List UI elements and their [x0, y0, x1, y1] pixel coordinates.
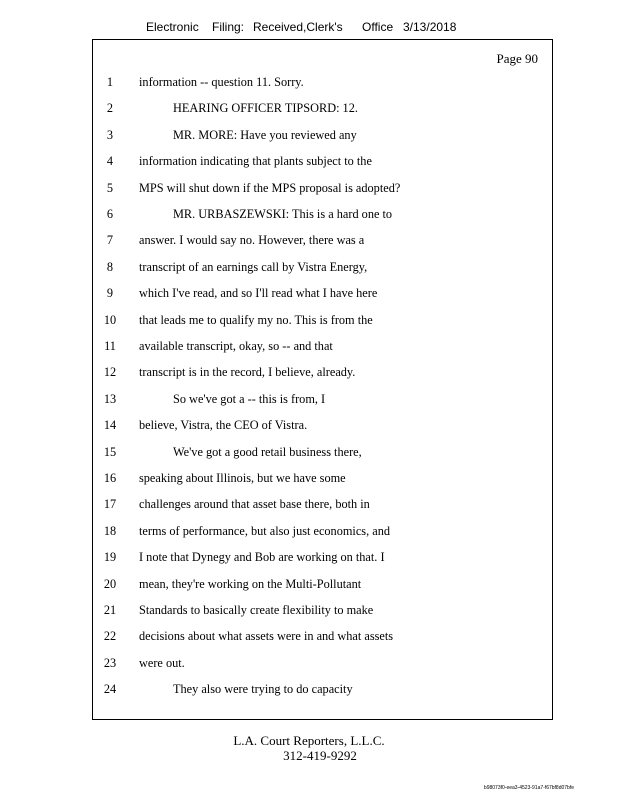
document-id: b98073f0-eea3-4523-91a7-f67bf8d07bfe [483, 785, 574, 791]
line-text: that leads me to qualify my no. This is from the [139, 312, 373, 327]
line-number: 16 [103, 471, 117, 485]
filing-header-received: Received,Clerk's [253, 20, 343, 34]
line-text: available transcript, okay, so -- and that [139, 339, 333, 353]
line-number: 4 [106, 154, 114, 169]
transcript-line [93, 99, 552, 117]
line-number: 1 [106, 75, 114, 89]
footer-phone: 312-419-9292 [283, 748, 357, 763]
transcript-line [93, 284, 552, 302]
line-number: 13 [103, 391, 117, 406]
line-number: 17 [103, 497, 117, 512]
transcript-line [93, 73, 552, 91]
transcript-page [92, 39, 553, 720]
line-number: 24 [103, 682, 117, 697]
line-number: 15 [103, 444, 117, 459]
transcript-line [93, 363, 552, 381]
footer-company: L.A. Court Reporters, L.L.C. [233, 733, 385, 748]
line-text: answer. I would say no. However, there was a [139, 233, 365, 248]
line-text: terms of performance, but also just economics, and [139, 523, 390, 538]
line-text: information -- question 11. Sorry. [139, 75, 304, 89]
line-number: 5 [106, 180, 114, 195]
filing-header-filing: Filing: [212, 20, 245, 34]
line-text: speaking about Illinois, but we have some [139, 471, 346, 485]
filing-header-electronic: Electronic [146, 20, 199, 34]
filing-header [146, 20, 466, 36]
transcript-line [93, 601, 552, 619]
transcript-line [93, 152, 552, 170]
line-text: Standards to basically create flexibility to make [139, 603, 374, 617]
line-number: 9 [106, 286, 114, 301]
transcript-line [93, 390, 552, 408]
line-number: 22 [103, 629, 117, 644]
line-number: 18 [103, 523, 117, 538]
transcript-line [93, 179, 552, 197]
line-number: 11 [104, 339, 116, 353]
line-text: I note that Dynegy and Bob are working on that. I [139, 550, 385, 565]
transcript-line [93, 654, 552, 672]
line-text: mean, they're working on the Multi-Pollutant [139, 576, 362, 591]
line-text: transcript is in the record, I believe, already. [139, 365, 356, 380]
line-text: decisions about what assets were in and what assets [139, 629, 394, 644]
line-text: believe, Vistra, the CEO of Vistra. [139, 418, 308, 433]
line-text: So we've got a -- this is from, I [173, 391, 326, 406]
transcript-line [93, 311, 552, 329]
line-text: were out. [139, 655, 185, 670]
line-text: information indicating that plants subject to the [139, 154, 372, 169]
line-number: 8 [106, 259, 114, 274]
page-number: Page 90 [496, 51, 538, 66]
line-text: challenges around that asset base there, both in [139, 497, 370, 512]
transcript-line [93, 416, 552, 434]
line-number: 23 [103, 655, 117, 670]
transcript-line [93, 522, 552, 540]
line-text: We've got a good retail business there, [173, 444, 362, 459]
transcript-line [93, 548, 552, 566]
line-number: 21 [103, 603, 117, 617]
line-number: 19 [103, 550, 117, 565]
line-number: 3 [106, 127, 114, 142]
line-number: 6 [106, 207, 114, 221]
transcript-line [93, 258, 552, 276]
line-text: MPS will shut down if the MPS proposal is adopted? [139, 180, 401, 195]
transcript-line [93, 337, 552, 355]
line-text: MR. MORE: Have you reviewed any [173, 127, 357, 142]
transcript-line [93, 575, 552, 593]
line-number: 12 [103, 365, 117, 380]
transcript-line [93, 495, 552, 513]
filing-header-date: 3/13/2018 [403, 20, 457, 34]
filing-header-office: Office [362, 20, 394, 34]
line-number: 10 [103, 312, 117, 327]
line-number: 2 [106, 101, 114, 116]
transcript-line [93, 126, 552, 144]
line-text: HEARING OFFICER TIPSORD: 12. [173, 101, 358, 116]
line-number: 7 [106, 233, 114, 248]
transcript-line [93, 205, 552, 223]
transcript-line [93, 680, 552, 698]
line-number: 20 [103, 576, 117, 591]
transcript-line [93, 231, 552, 249]
line-text: transcript of an earnings call by Vistra Energy, [139, 259, 368, 274]
transcript-line [93, 443, 552, 461]
line-text: MR. URBASZEWSKI: This is a hard one to [173, 207, 393, 221]
line-text: They also were trying to do capacity [173, 682, 353, 697]
transcript-line [93, 469, 552, 487]
line-text: which I've read, and so I'll read what I have here [139, 286, 378, 301]
transcript-line [93, 627, 552, 645]
line-number: 14 [103, 418, 117, 433]
